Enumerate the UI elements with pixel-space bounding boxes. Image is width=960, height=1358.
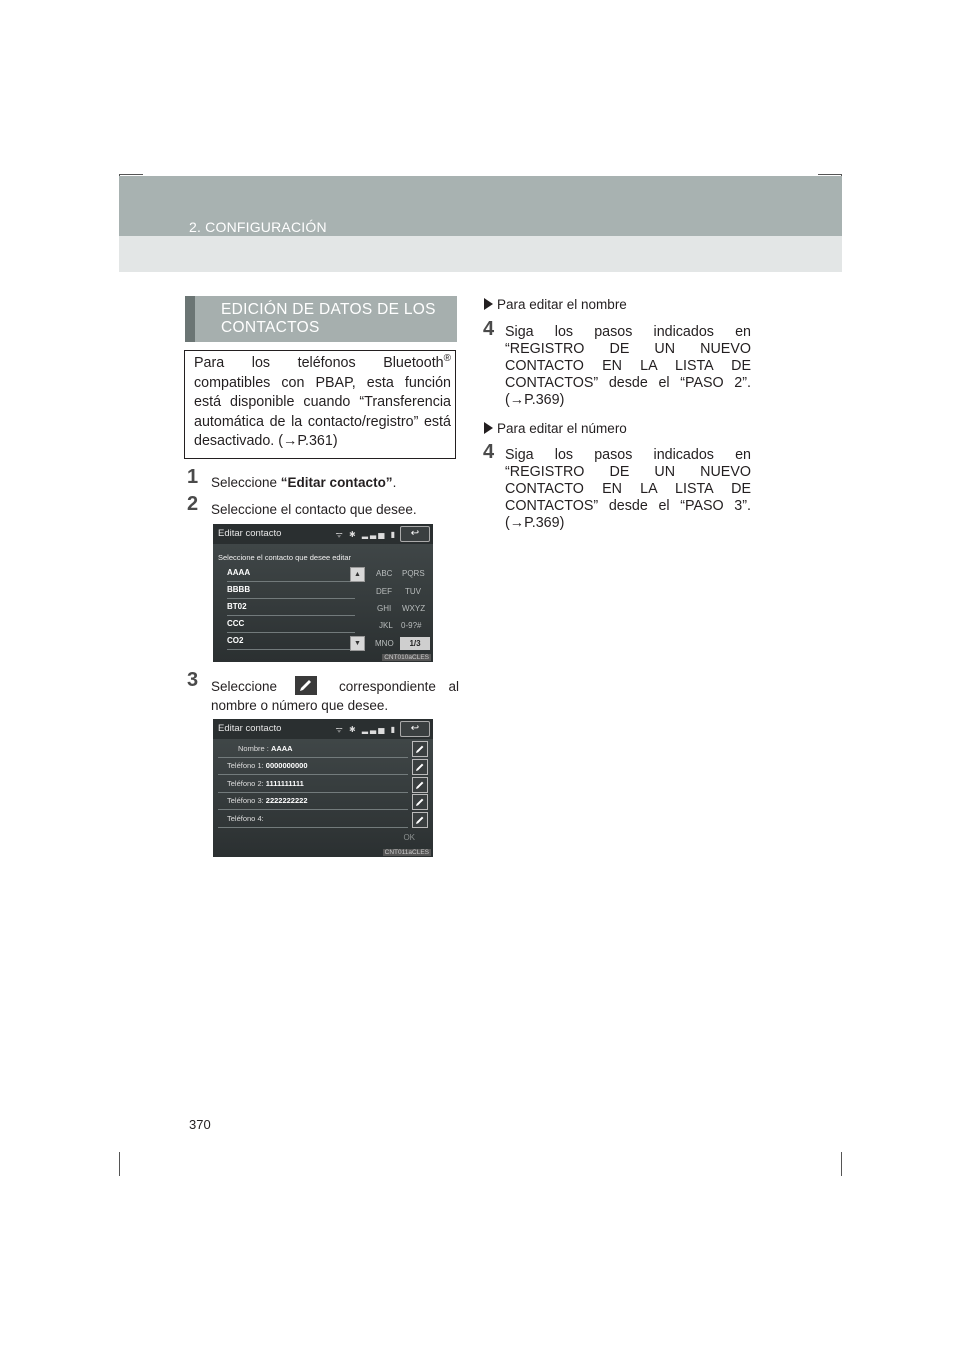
note-text-2: compatibles con PBAP, esta función está disponible cuando “Transferencia automática de la contacto/registro” está desactivado. ( (194, 374, 451, 449)
row-value: 1111111111 (265, 779, 304, 788)
registered-mark: ® (443, 353, 451, 364)
figure-code: CNT010aCLES (384, 654, 429, 661)
edit-row-name[interactable] (218, 741, 408, 758)
step-number: 3 (187, 669, 199, 691)
step-1 (187, 466, 459, 492)
title-accent-bar (185, 296, 195, 342)
arrow-icon: → (509, 515, 525, 531)
row-value: 2222222222 (265, 796, 308, 805)
step-text-end: correspondiente al nombre o número que desee. (211, 679, 459, 713)
step-2 (187, 493, 459, 519)
contact-row[interactable]: CO2 (227, 633, 355, 650)
step-number: 4 (483, 441, 495, 463)
row-label: Teléfono 4: (227, 814, 264, 823)
section-title: 2. CONFIGURACIÓN (189, 219, 327, 235)
page-ref: P.369) (524, 515, 565, 531)
arrow-icon: → (509, 392, 525, 408)
index-key[interactable]: WXYZ (402, 604, 426, 613)
pencil-icon (295, 676, 317, 695)
pencil-icon[interactable] (412, 741, 428, 757)
step-text: Siga los pasos indicados en “REGISTRO DE UN NUEVO CONTACTO EN LA LISTA DE CONTACTOS” desde el “PASO 2”. ( (505, 324, 751, 408)
index-key[interactable]: GHI (377, 604, 392, 613)
step-text: Siga los pasos indicados en “REGISTRO DE UN NUEVO CONTACTO EN LA LISTA DE CONTACTOS” desde el “PASO 3”. ( (505, 447, 751, 531)
row-label: Teléfono 2: (227, 779, 266, 788)
step-number: 4 (483, 318, 495, 340)
step-4-name (483, 318, 751, 409)
figure-code: CNT011aCLES (384, 849, 429, 856)
index-key[interactable]: JKL (379, 621, 393, 630)
page-number: 370 (189, 1117, 211, 1132)
edit-row-phone[interactable] (218, 758, 408, 775)
crop-mark (119, 174, 143, 175)
screenshot-edit-contact (213, 719, 433, 857)
arrow-icon: → (283, 433, 298, 449)
row-value: AAAA (270, 744, 293, 753)
bullet-text: Para editar el nombre (497, 297, 627, 312)
pencil-icon[interactable] (412, 759, 428, 775)
scroll-down-button[interactable]: ▼ (350, 636, 365, 651)
index-key[interactable]: MNO (375, 639, 394, 648)
note-text: Para los teléfonos Bluetooth (194, 355, 444, 371)
note-box (184, 350, 456, 459)
bullet-edit-number (484, 421, 627, 436)
index-key[interactable]: PQRS (402, 569, 425, 578)
crop-mark (119, 1152, 120, 1176)
step-3 (187, 669, 459, 715)
index-key[interactable]: ABC (376, 569, 393, 578)
step-button-name: “Editar contacto” (280, 475, 393, 490)
screen-subtitle: Seleccione el contacto que desee editar (218, 553, 352, 562)
index-key[interactable]: DEF (376, 587, 392, 596)
row-label: Teléfono 3: (227, 796, 266, 805)
page-ref: P.369) (524, 392, 565, 408)
pencil-icon[interactable] (412, 812, 428, 828)
step-4-number (483, 441, 751, 532)
bullet-edit-name (484, 297, 627, 312)
page-indicator: 1/3 (400, 637, 430, 650)
topic-title: EDICIÓN DE DATOS DE LOS CONTACTOS (221, 301, 436, 336)
triangle-bullet-icon (484, 422, 493, 434)
row-label: Nombre : (238, 744, 271, 753)
edit-row-phone[interactable] (218, 811, 408, 828)
back-button[interactable]: ↩ (400, 526, 430, 542)
status-icons: ᯤ ✱ ▂▃▅ ▮ (335, 530, 397, 539)
ok-button[interactable]: OK (403, 833, 415, 842)
crop-mark (841, 1152, 842, 1176)
crop-mark (818, 174, 842, 175)
triangle-bullet-icon (484, 298, 493, 310)
screen-title: Editar contacto (218, 723, 282, 734)
row-value: 0000000000 (265, 761, 308, 770)
edit-row-phone[interactable] (218, 776, 408, 793)
index-key[interactable]: TUV (405, 587, 421, 596)
pencil-icon[interactable] (412, 777, 428, 793)
scroll-up-button[interactable]: ▲ (350, 567, 365, 582)
topic-title-box (185, 296, 457, 342)
step-text: Seleccione (211, 475, 281, 490)
note-ref: P.361) (297, 433, 338, 449)
header-subband (119, 236, 842, 272)
contact-row[interactable]: CCC (227, 616, 355, 633)
back-button[interactable]: ↩ (400, 721, 430, 737)
screen-title: Editar contacto (218, 528, 282, 539)
pencil-icon[interactable] (412, 794, 428, 810)
step-text-end: . (392, 475, 397, 490)
row-label: Teléfono 1: (227, 761, 266, 770)
step-text: Seleccione (211, 679, 278, 694)
contact-row[interactable]: AAAA (227, 565, 355, 582)
step-number: 2 (187, 493, 199, 515)
step-number: 1 (187, 466, 199, 488)
contact-row[interactable]: BT02 (227, 599, 355, 616)
step-text: Seleccione el contacto que desee. (211, 502, 417, 517)
status-icons: ᯤ ✱ ▂▃▅ ▮ (335, 725, 397, 734)
bullet-text: Para editar el número (497, 421, 627, 436)
edit-row-phone[interactable] (218, 793, 408, 810)
index-key[interactable]: 0-9?# (401, 621, 422, 630)
screenshot-contact-list (213, 524, 433, 662)
contact-row[interactable]: BBBB (227, 582, 355, 599)
